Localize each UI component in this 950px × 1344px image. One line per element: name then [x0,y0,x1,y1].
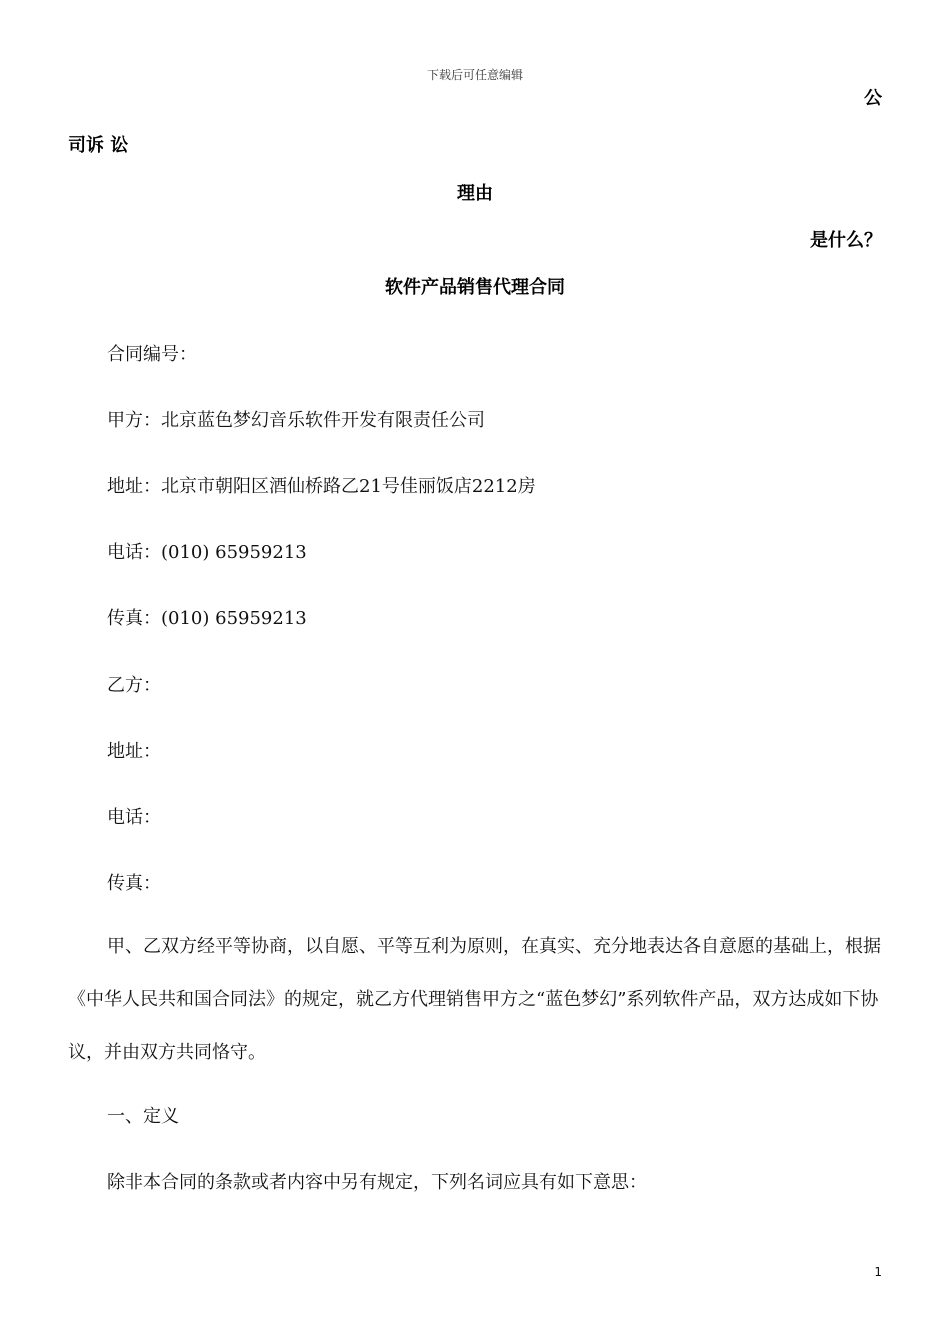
party-a-address: 地址：北京市朝阳区酒仙桥路乙21号佳丽饭店2212房 [107,476,536,497]
title-fragment-2: 司诉 讼 [68,135,129,156]
section-1-text: 除非本合同的条款或者内容中另有规定，下列名词应具有如下意思： [107,1172,647,1193]
party-b-name: 乙方： [107,675,161,696]
page-header-note: 下载后可任意编辑 [426,68,523,82]
document-title: 软件产品销售代理合同 [385,277,565,298]
party-b-phone: 电话： [107,807,161,828]
intro-paragraph: 甲、乙双方经平等协商，以自愿、平等互利为原则，在真实、充分地表达各自意愿的基础上，根据《中华人民共和国合同法》的规定，就乙方代理销售甲方之“蓝色梦幻”系列软件产品，双方达成如下协议，并由双方共同恪守。 [68,936,881,1063]
title-fragment-1: 公 [864,88,882,109]
party-a-fax: 传真：(010) 65959213 [107,608,307,629]
party-a-phone: 电话：(010) 65959213 [107,542,307,563]
title-fragment-4: 是什么？ [810,230,882,251]
section-1-heading: 一、定义 [107,1106,179,1127]
contract-number-field: 合同编号： [107,344,197,365]
party-b-fax: 传真： [107,873,161,894]
page-number: 1 [874,1265,882,1279]
title-fragment-3: 理由 [457,183,493,204]
party-b-address: 地址： [107,741,161,762]
party-a-name: 甲方：北京蓝色梦幻音乐软件开发有限责任公司 [107,410,485,431]
